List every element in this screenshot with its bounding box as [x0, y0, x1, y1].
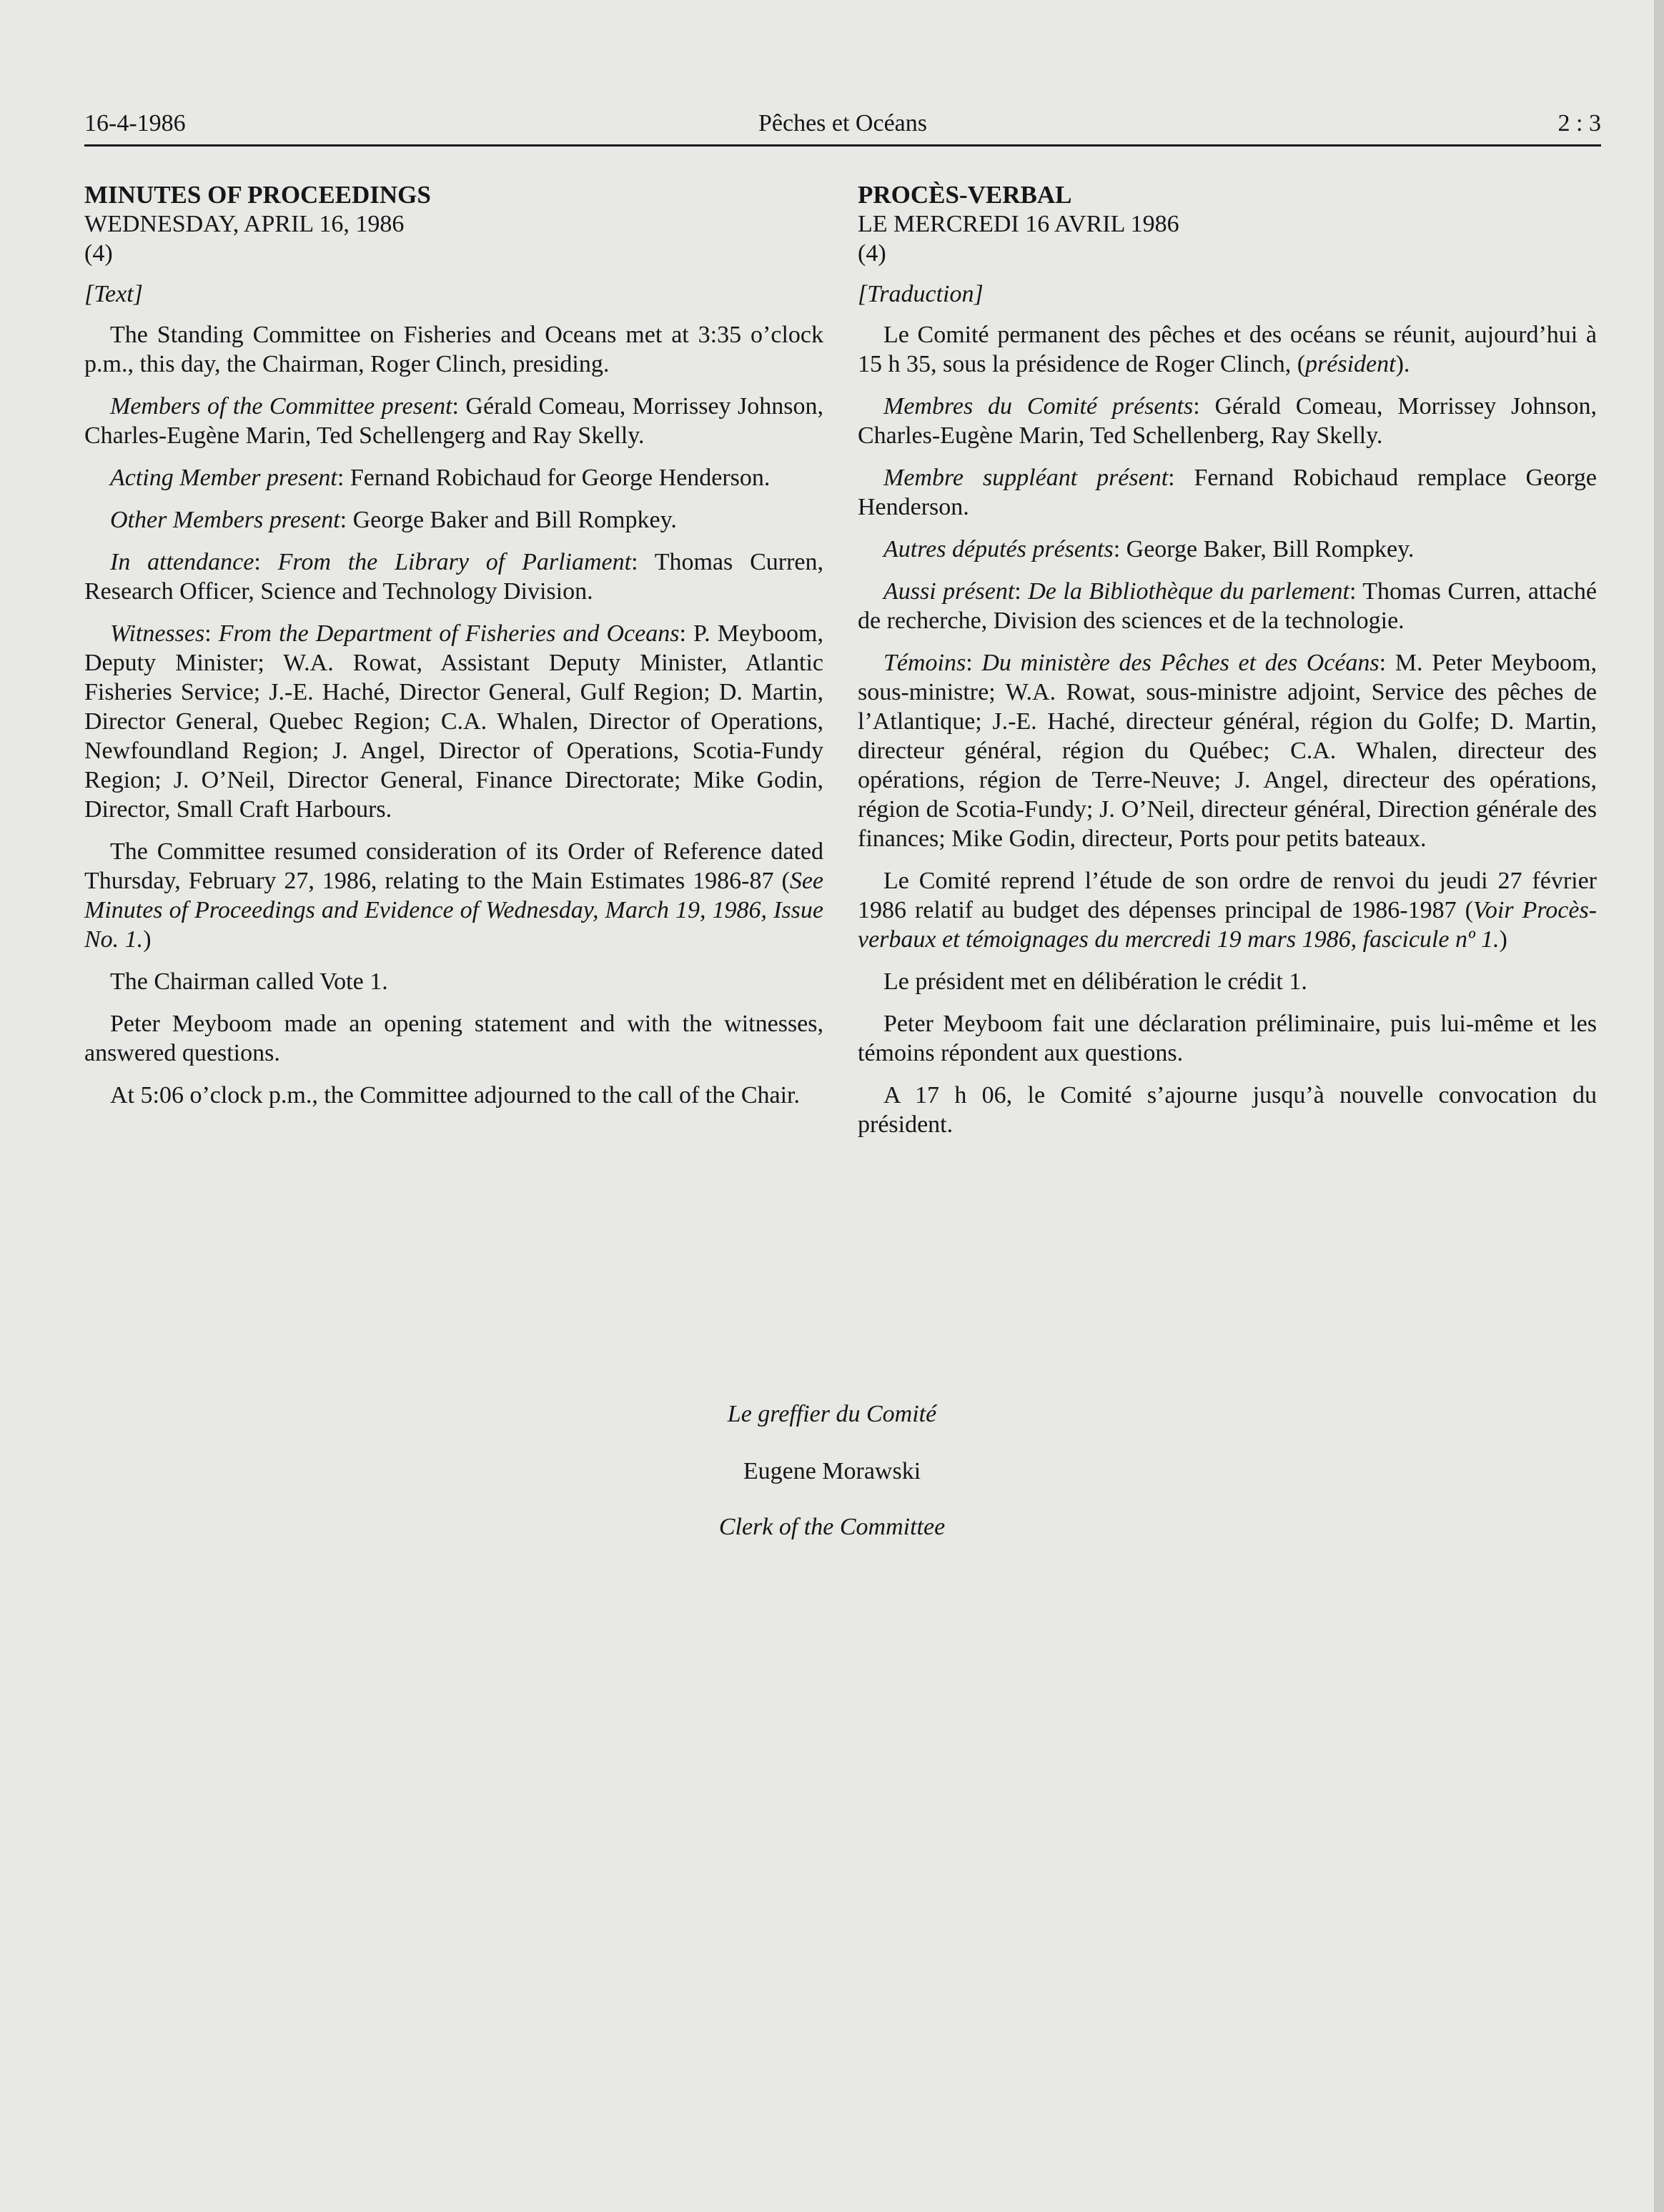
header-date: 16-4-1986: [84, 110, 186, 137]
french-paragraph-reference: [858, 866, 1597, 954]
reference-text: The Committee resumed consideration of its Order of Reference dated Thursday, February 27, 1986, relating to the Main Estimates 1986-87 (: [84, 838, 823, 894]
french-paragraph-members: [858, 392, 1597, 450]
fr-witnesses-text: : M. Peter Meyboom, sous-ministre; W.A. Rowat, sous-ministre adjoint, Service des pêches de l’Atlantique; J.-E. Haché, directeur général, région du Golfe; D. Martin, directeur général, région du Québec; C.A. Whalen, directeur des opérations, région de Terre-Neuve; J. Angel, directeur des opérations, région de Scotia-Fundy; J. O’Neil, directeur général, Direction générale des finances; Mike Godin, directeur, Ports pour petits bateaux.: [858, 650, 1598, 852]
french-meeting-number: (4): [858, 240, 886, 267]
french-paragraph-acting: [858, 463, 1597, 522]
attendance-sep: :: [254, 549, 278, 575]
english-paragraph-statement: Peter Meyboom made an opening statement and with the witnesses, answered questions.: [84, 1011, 823, 1066]
french-paragraph-attendance: [858, 577, 1597, 635]
witnesses-label: Witnesses: [110, 620, 205, 647]
fr-members-text: : Gérald Comeau, Morrissey Johnson, Charles-Eugène Marin, Ted Schellenberg, Ray Skelly.: [858, 393, 1597, 449]
french-paragraph-witnesses: [858, 648, 1597, 853]
page-header: [84, 107, 1601, 147]
english-text-label: [Text]: [84, 281, 143, 307]
english-paragraph-witnesses: [84, 619, 823, 824]
other-text: : George Baker and Bill Rompkey.: [340, 507, 677, 533]
english-paragraph-acting: [84, 463, 823, 492]
fr-reference-italic: Voir Procès-verbaux et témoignages du mercredi 19 mars 1986, fascicule nº 1.: [858, 897, 1597, 953]
reference-italic: See Minutes of Proceedings and Evidence of Wednesday, March 19, 1986, Issue No. 1.: [84, 868, 823, 953]
members-text: : Gérald Comeau, Morrissey Johnson, Charles-Eugène Marin, Ted Schellengerg and Ray Skelly.: [84, 393, 823, 449]
reference-end: ): [143, 926, 152, 953]
fr-attendance-label: Aussi présent: [883, 578, 1015, 605]
fr-opening-italic: président: [1305, 351, 1396, 377]
witnesses-sub: From the Department of Fisheries and Oceans: [218, 620, 680, 647]
signature-french-title: Le greffier du Comité: [727, 1401, 937, 1427]
members-label: Members of the Committee present: [110, 393, 452, 420]
fr-members-label: Membres du Comité présents: [883, 393, 1194, 420]
fr-witnesses-sub: Du ministère des Pêches et des Océans: [981, 650, 1380, 676]
french-paragraph-adjourned: A 17 h 06, le Comité s’ajourne jusqu’à nouvelle convocation du président.: [858, 1082, 1597, 1138]
attendance-sub: From the Library of Parliament: [277, 549, 632, 575]
fr-acting-label: Membre suppléant présent: [883, 465, 1169, 491]
english-paragraph-other: [84, 505, 823, 535]
witnesses-sep: :: [204, 620, 219, 647]
english-paragraph-vote: The Chairman called Vote 1.: [110, 968, 388, 995]
english-date-line: WEDNESDAY, APRIL 16, 1986: [84, 211, 405, 237]
english-meeting-number: (4): [84, 240, 113, 267]
header-title: Pêches et Océans: [758, 110, 927, 137]
attendance-label: In attendance: [110, 549, 254, 575]
fr-attendance-sub: De la Bibliothèque du parlement: [1028, 578, 1349, 605]
french-heading: PROCÈS-VERBAL: [858, 181, 1072, 209]
fr-attendance-text: : Thomas Curren, attaché de recherche, Division des sciences et de la technologie.: [858, 578, 1597, 634]
french-text-label: [Traduction]: [858, 281, 984, 307]
signature-name: Eugene Morawski: [743, 1458, 921, 1484]
french-paragraph-vote: Le président met en délibération le crédit 1.: [883, 968, 1307, 995]
english-heading: MINUTES OF PROCEEDINGS: [84, 181, 431, 209]
fr-witnesses-sep: :: [966, 650, 982, 676]
english-paragraph-reference: [84, 837, 823, 954]
attendance-text: : Thomas Curren, Research Officer, Science and Technology Division.: [84, 549, 823, 605]
french-paragraph-other: [858, 535, 1597, 564]
page-edge: [1654, 0, 1664, 2212]
english-paragraph-members: [84, 392, 823, 450]
french-paragraph-statement: Peter Meyboom fait une déclaration préliminaire, puis lui-même et les témoins répondent aux questions.: [858, 1011, 1597, 1066]
fr-opening-text: Le Comité permanent des pêches et des océans se réunit, aujourd’hui à 15 h 35, sous la présidence de Roger Clinch, (: [858, 322, 1597, 377]
french-column: [858, 180, 1597, 1152]
fr-reference-text: Le Comité reprend l’étude de son ordre de renvoi du jeudi 27 février 1986 relatif au budget des dépenses principal de 1986-1987 (: [858, 868, 1597, 923]
fr-acting-text: : Fernand Robichaud remplace George Henderson.: [858, 465, 1597, 520]
english-paragraph-opening: The Standing Committee on Fisheries and Oceans met at 3:35 o’clock p.m., this day, the Chairman, Roger Clinch, presiding.: [84, 322, 823, 377]
fr-other-label: Autres députés présents: [883, 536, 1114, 562]
fr-attendance-sep: :: [1014, 578, 1029, 605]
fr-reference-end: ): [1499, 926, 1507, 953]
signature-english-title: Clerk of the Committee: [718, 1514, 946, 1540]
fr-witnesses-label: Témoins: [883, 650, 966, 676]
english-paragraph-attendance: [84, 547, 823, 606]
english-paragraph-adjourned: At 5:06 o’clock p.m., the Committee adjourned to the call of the Chair.: [110, 1082, 800, 1109]
other-label: Other Members present: [110, 507, 340, 533]
acting-text: : Fernand Robichaud for George Henderson.: [337, 465, 771, 491]
header-page-number: 2 : 3: [1557, 110, 1601, 137]
french-date-line: LE MERCREDI 16 AVRIL 1986: [858, 211, 1179, 237]
acting-label: Acting Member present: [110, 465, 337, 491]
witnesses-text: : P. Meyboom, Deputy Minister; W.A. Rowat, Assistant Deputy Minister, Atlantic Fisheries Service; J.-E. Haché, Director General, Gulf Region; D. Martin, Director General, Quebec Region; C.A. Whalen, Director of Operations, Newfoundland Region; J. Angel, Director of Operations, Scotia-Fundy Region; J. O’Neil, Director General, Finance Directorate; Mike Godin, Director, Small Craft Harbours.: [84, 620, 823, 823]
french-paragraph-opening: [858, 320, 1597, 379]
fr-opening-end: ).: [1395, 351, 1410, 377]
fr-other-text: : George Baker, Bill Rompkey.: [1113, 536, 1415, 562]
english-column: [84, 180, 823, 1123]
